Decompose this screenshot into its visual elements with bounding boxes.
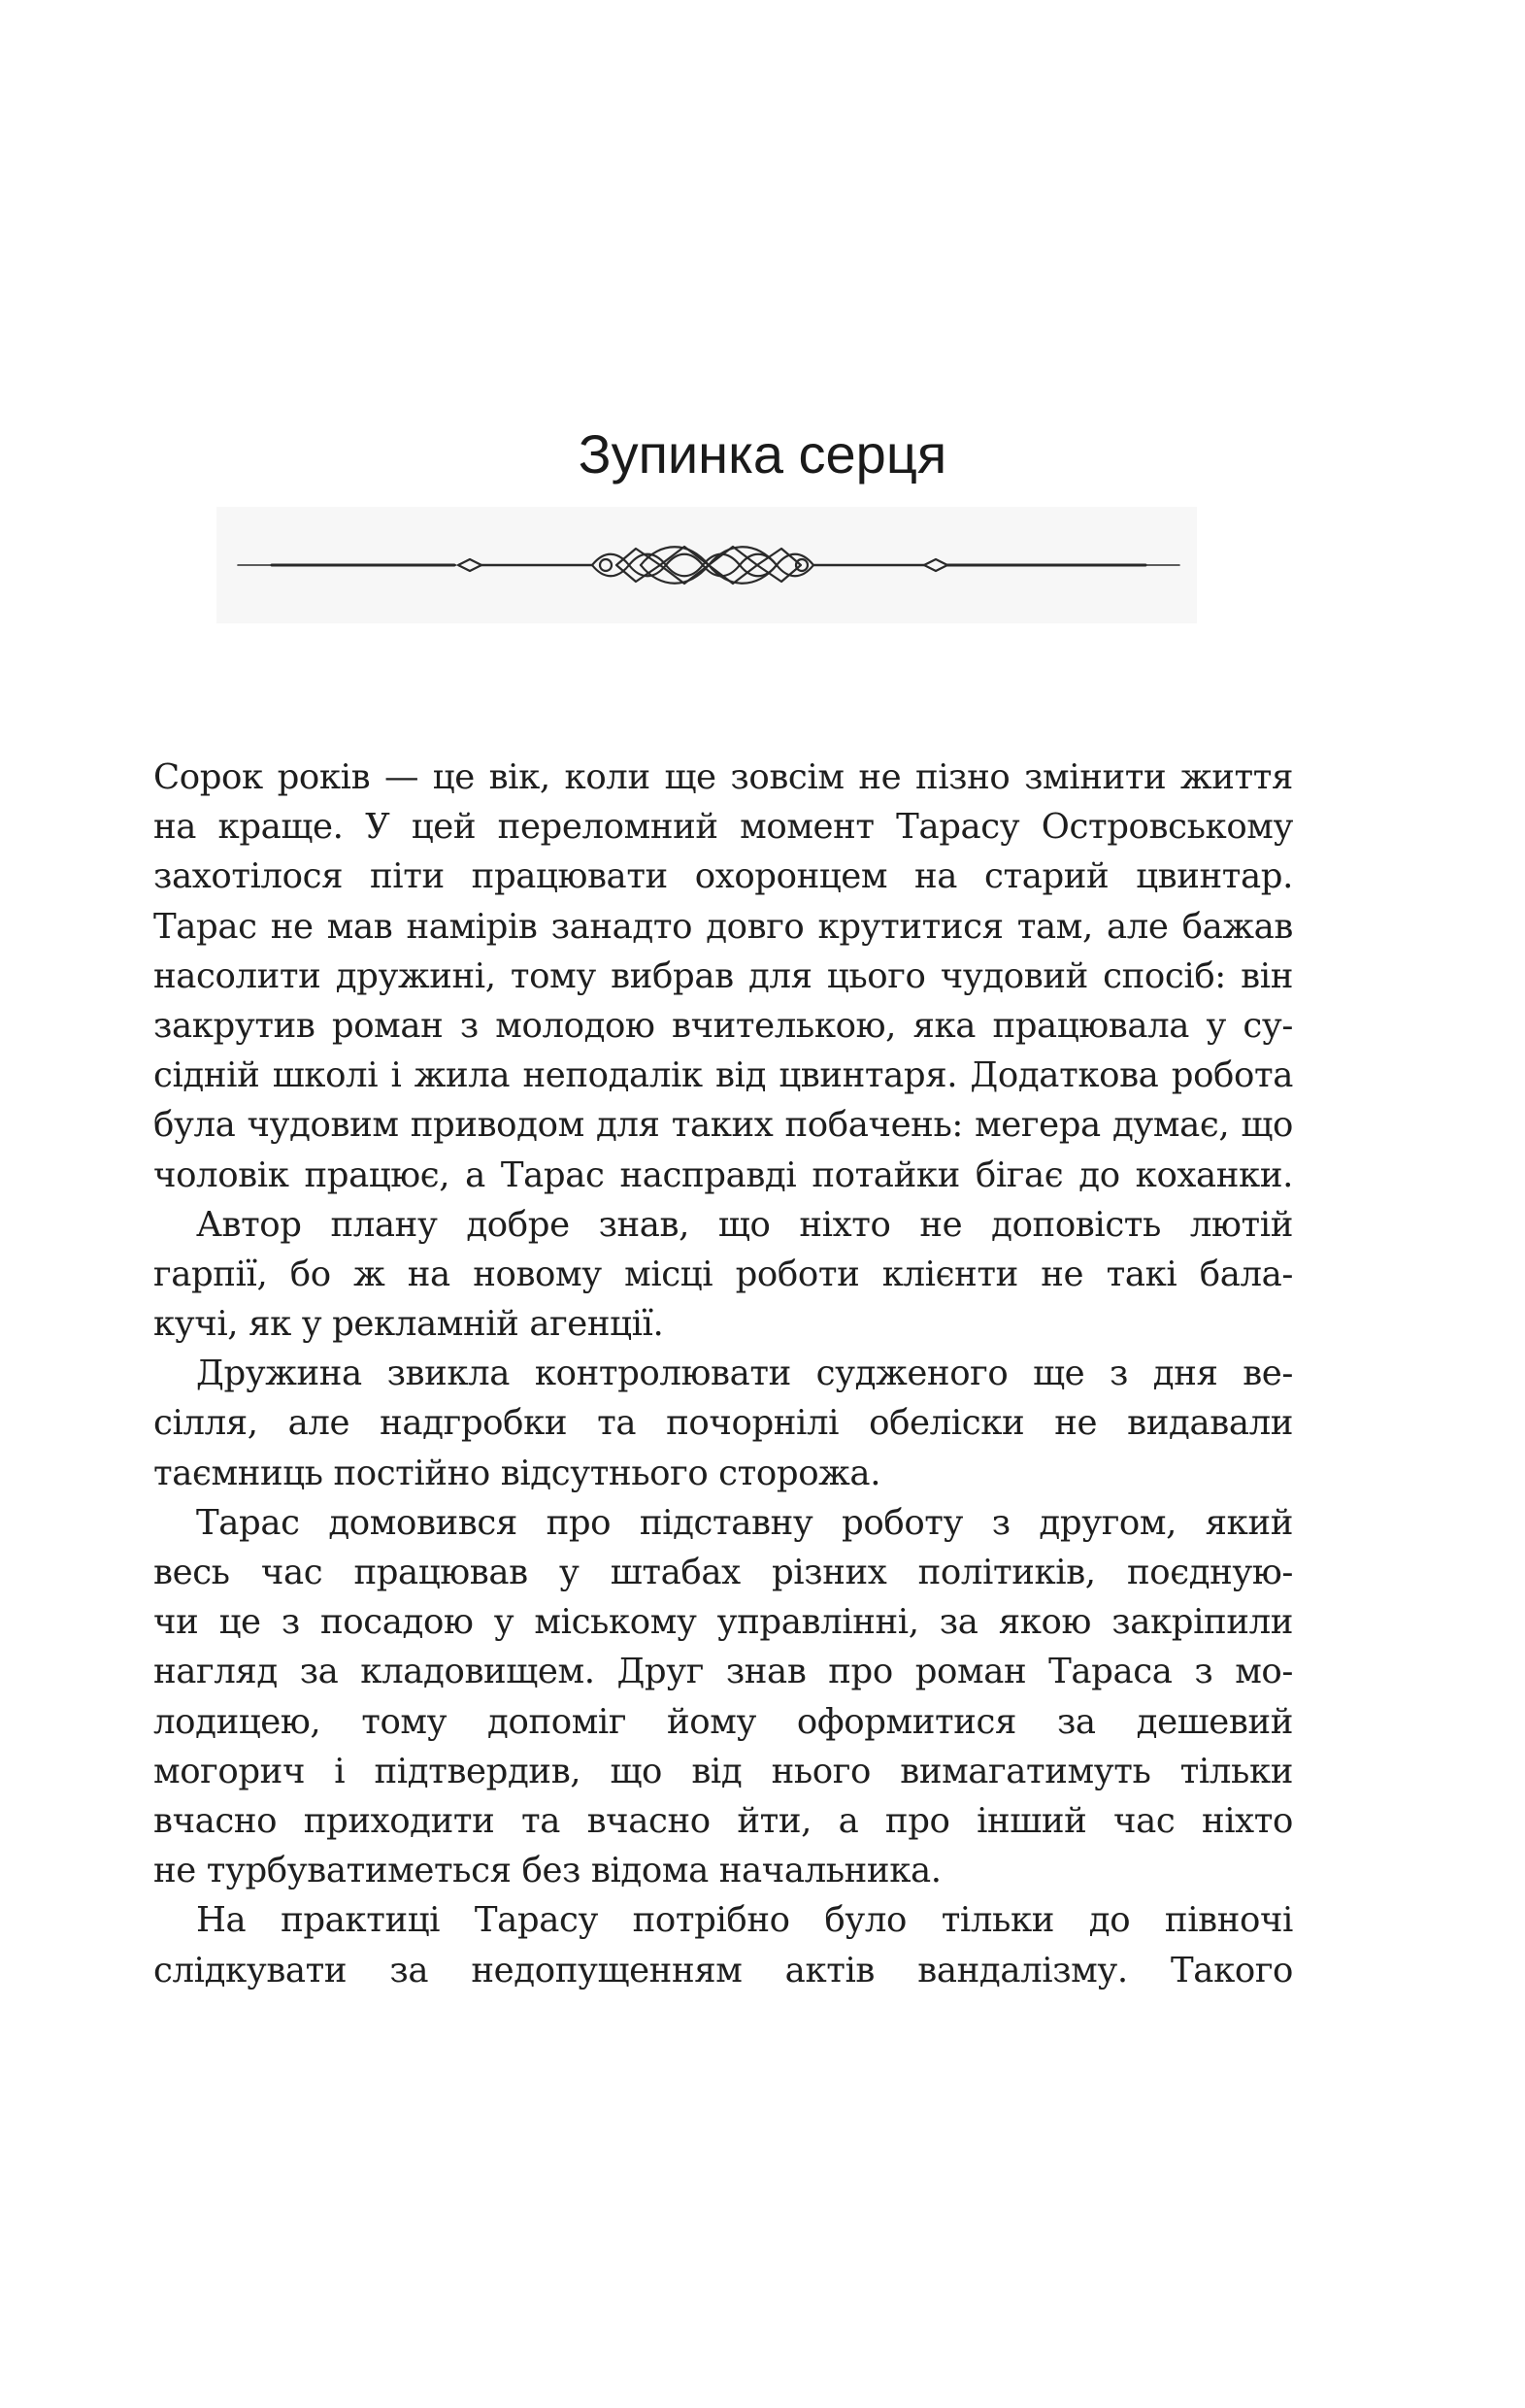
text-line: гарпії, бо ж на новому місці роботи клієнти не такі бала- xyxy=(153,1254,1293,1294)
text-line: чи це з посадою у міському управлінні, за якою закріпили xyxy=(153,1602,1293,1643)
decorative-knot-divider-icon xyxy=(233,521,1184,609)
chapter-title: Зупинка серця xyxy=(578,423,947,485)
chapter-body-text xyxy=(153,752,1293,1995)
paragraph xyxy=(153,1498,1293,1896)
text-line: кучі, як у рекламній агенції. xyxy=(153,1304,664,1345)
text-line: не турбуватиметься без відома начальника. xyxy=(153,1851,942,1891)
paragraph xyxy=(153,1200,1293,1350)
text-line: На практиці Тарасу потрібно було тільки до півночі xyxy=(196,1900,1293,1941)
text-line: могорич і підтвердив, що від нього вимагатимуть тільки xyxy=(153,1751,1293,1791)
text-line: лодицею, тому допоміг йому оформитися за дешевий xyxy=(153,1701,1293,1742)
text-line: нагляд за кладовищем. Друг знав про роман Тараса з мо- xyxy=(153,1652,1293,1692)
text-line: чоловік працює, а Тарас насправді потайки бігає до коханки. xyxy=(153,1154,1293,1195)
text-line: таємниць постійно відсутнього сторожа. xyxy=(153,1453,881,1493)
text-line: захотілося піти працювати охоронцем на старий цвинтар. xyxy=(153,856,1293,897)
text-line: Автор плану добре знав, що ніхто не доповість лютій xyxy=(196,1204,1293,1245)
text-line: на краще. У цей переломний момент Тарасу Островському xyxy=(153,807,1293,848)
text-line: закрутив роман з молодою вчителькою, яка працювала у су- xyxy=(153,1005,1293,1046)
text-line: вчасно приходити та вчасно йти, а про інший час ніхто xyxy=(153,1800,1293,1841)
text-line: насолити дружині, тому вибрав для цього чудовий спосіб: він xyxy=(153,955,1293,996)
text-line: Тарас не мав намірів занадто довго крутитися там, але бажав xyxy=(153,906,1293,947)
paragraph xyxy=(153,1895,1293,1994)
text-line: Тарас домовився про підставну роботу з другом, який xyxy=(196,1502,1293,1543)
paragraph xyxy=(153,752,1293,1200)
paragraph xyxy=(153,1349,1293,1498)
text-line: сідній школі і жила неподалік від цвинтаря. Додаткова робота xyxy=(153,1055,1293,1096)
text-line: Сорок років — це вік, коли ще зовсім не пізно змінити життя xyxy=(153,757,1293,797)
text-line: весь час працював у штабах різних політиків, поєдную- xyxy=(153,1553,1293,1592)
text-line: сілля, але надгробки та почорнілі обеліски не видавали xyxy=(153,1403,1293,1444)
text-line: була чудовим приводом для таких побачень: мегера думає, що xyxy=(153,1105,1293,1146)
text-line: слідкувати за недопущенням актів вандалізму. Такого xyxy=(153,1950,1293,1990)
text-line: Дружина звикла контролювати судженого ще з дня ве- xyxy=(196,1354,1293,1394)
